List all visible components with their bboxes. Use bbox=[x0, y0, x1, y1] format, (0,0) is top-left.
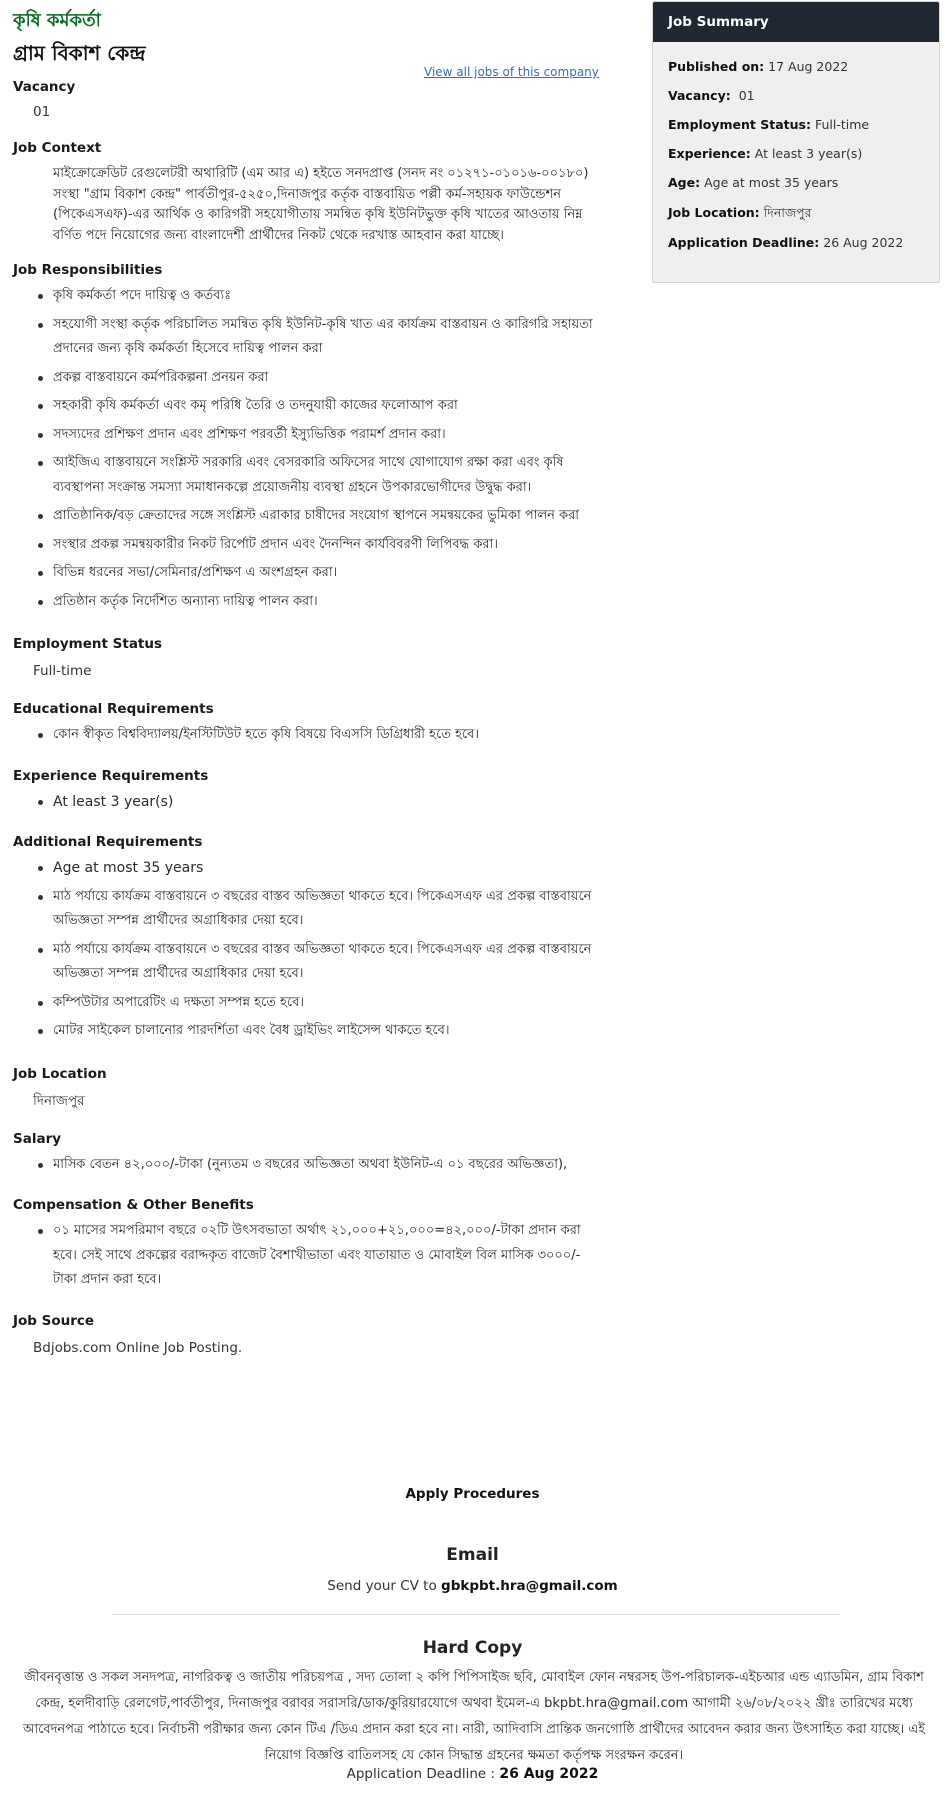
location-heading: Job Location bbox=[13, 1065, 107, 1082]
deadline-label: Application Deadline : bbox=[346, 1766, 496, 1782]
view-all-jobs-link[interactable]: View all jobs of this company bbox=[424, 65, 599, 79]
summary-age bbox=[653, 174, 939, 192]
section-divider bbox=[112, 1614, 840, 1615]
education-list bbox=[13, 723, 603, 748]
job-summary-title: Job Summary bbox=[653, 2, 939, 42]
summary-experience bbox=[653, 145, 939, 163]
vacancy-section bbox=[13, 77, 603, 122]
job-context-text: মাইক্রোক্রেডিট রেগুলেটরী অথারিটি (এম আর এ) হইতে সনদপ্রাপ্ত (সনদ নং ০১২৭১-০১০১৬-০০১৮০) সংস্থা "গ্রাম বিকাশ কেন্দ্র" পার্বতীপুর-৫২৫০,দিনাজপুর কর্তৃক বাস্তবায়িত পল্লী কর্ম-সহায়ক ফাউন্ডেশন (পিকেএসএফ)-এর আর্থিক ও কারিগরী সহযোগীতায় সমন্বিত কৃষি ইউনিটভুক্ত কৃষি খাতের আওতায় নিম্ন বর্ণিত পদে নিয়োগের জন্য বাংলাদেশী প্রার্থীদের নিকট থেকে দরখাস্ত আহবান করা যাচ্ছে। bbox=[53, 166, 589, 243]
list-item: সদস্যদের প্রশিক্ষণ প্রদান এবং প্রশিক্ষণ পরবর্তী ইস্যুভিত্তিক পরামর্শ প্রদান করা। bbox=[13, 423, 603, 448]
job-context-heading: Job Context bbox=[13, 140, 102, 156]
experience-section bbox=[13, 766, 603, 815]
apply-email: gbkpbt.hra@gmail.com bbox=[441, 1578, 618, 1594]
additional-list bbox=[13, 856, 603, 1044]
summary-label: Employment Status: bbox=[668, 117, 811, 132]
experience-list bbox=[13, 790, 603, 815]
job-details-main bbox=[13, 8, 603, 1358]
employment-status-value: Full-time bbox=[33, 663, 92, 679]
job-context-section bbox=[13, 138, 603, 246]
application-deadline bbox=[0, 1766, 945, 1782]
email-prefix: Send your CV to bbox=[327, 1578, 437, 1594]
salary-list bbox=[13, 1153, 603, 1178]
education-section bbox=[13, 699, 603, 748]
list-item: আইজিএ বাস্তবায়নে সংশ্লিস্ট সরকারি এবং বেসরকারি অফিসের সাথে যোগাযোগ রক্ষা করা এবং কৃষি ব্যবস্থাপনা সংক্রান্ত সমস্যা সমাধানকল্পে প্রয়োজনীয় ব্যবস্থা গ্রহনে উপকারভোগীদের উদ্বুদ্ধ করা। bbox=[13, 451, 603, 500]
hard-copy-heading: Hard Copy bbox=[422, 1638, 523, 1658]
vacancy-heading: Vacancy bbox=[13, 79, 76, 95]
summary-label: Age: bbox=[668, 175, 701, 190]
summary-location bbox=[653, 204, 939, 222]
benefits-section bbox=[13, 1195, 603, 1293]
list-item: At least 3 year(s) bbox=[13, 790, 603, 815]
summary-value: দিনাজপুর bbox=[763, 205, 812, 220]
summary-value: Full-time bbox=[814, 117, 870, 132]
list-item: বিভিন্ন ধরনের সভা/সেমিনার/প্রশিক্ষণ এ অংশগ্রহন করা। bbox=[13, 561, 603, 586]
summary-value: 17 Aug 2022 bbox=[768, 59, 849, 74]
job-summary-panel bbox=[652, 1, 940, 283]
summary-label: Job Location: bbox=[668, 205, 760, 220]
summary-label: Experience: bbox=[668, 146, 751, 161]
email-instruction bbox=[0, 1578, 945, 1594]
list-item: মাসিক বেতন ৪২,০০০/-টাকা (নুন্যতম ৩ বছরের অভিজ্ঞতা অথবা ইউনিট-এ ০১ বছরের অভিজ্ঞতা), bbox=[13, 1153, 603, 1178]
employment-status-heading: Employment Status bbox=[13, 636, 163, 652]
summary-vacancy bbox=[653, 87, 939, 105]
summary-published bbox=[653, 58, 939, 76]
source-heading: Job Source bbox=[13, 1312, 95, 1329]
list-item: Age at most 35 years bbox=[13, 856, 603, 881]
list-item: কৃষি কর্মকর্তা পদে দায়িত্ব ও কর্তব্যঃ bbox=[13, 284, 603, 309]
summary-value: 26 Aug 2022 bbox=[823, 235, 904, 250]
education-heading: Educational Requirements bbox=[13, 701, 214, 717]
responsibilities-section bbox=[13, 260, 603, 614]
hard-copy-text: জীবনবৃত্তান্ত ও সকল সনদপত্র, নাগরিকত্ব ও জাতীয় পরিচয়পত্র , সদ্য তোলা ২ কপি পিপিসাইজ ছবি, মোবাইল ফোন নম্বরসহ উপ-পরিচালক-এইচআর এন্ড এ্যাডমিন, গ্রাম বিকাশ কেন্দ্র, হলদীবাড়ি রেলগেট,পার্বতীপুর, দিনাজপুর বরাবর সরাসরি/ডাক/কুরিয়ারযোগে অথবা ইমেল-এ bkpbt.hra@gmail.com আগামী ২৬/০৮/২০২২ খ্রীঃ তারিখের মধ্যে আবেদনপত্র পাঠাতে হবে। নির্বাচনী পরীক্ষার জন্য কোন টিএ /ডিএ প্রদান করা হবে না। নারী, আদিবাসি প্রান্তিক জনগোষ্ঠি প্রার্থীদের আবেদন করার জন্য উৎসাহিত করা যাচ্ছে। এই নিয়োগ বিজ্ঞপ্তি বাতিলসহ যে কোন সিদ্ধান্ত গ্রহনের ক্ষমতা কর্তৃপক্ষ সংরক্ষন করেন। bbox=[22, 1670, 926, 1763]
additional-heading: Additional Requirements bbox=[13, 834, 203, 850]
location-value: দিনাজপুর bbox=[33, 1092, 85, 1109]
apply-procedures-heading: Apply Procedures bbox=[405, 1486, 540, 1502]
responsibilities-heading: Job Responsibilities bbox=[13, 262, 163, 278]
benefits-list bbox=[13, 1219, 603, 1293]
summary-label: Application Deadline: bbox=[668, 235, 820, 250]
summary-value: At least 3 year(s) bbox=[754, 146, 863, 161]
additional-section bbox=[13, 832, 603, 1044]
benefits-heading: Compensation & Other Benefits bbox=[13, 1197, 254, 1213]
salary-section bbox=[13, 1129, 603, 1178]
summary-value: 01 bbox=[738, 88, 755, 103]
list-item: প্রকল্প বাস্তবায়নে কর্মপরিকল্পনা প্রনয়ন করা bbox=[13, 366, 603, 391]
list-item: সংস্থার প্রকল্প সমন্বয়কারীর নিকট রির্পোট প্রদান এবং দৈনন্দিন কার্যবিবরণী লিপিবদ্ধ করা। bbox=[13, 533, 603, 558]
list-item: ০১ মাসের সমপরিমাণ বছরে ০২টি উৎসবভাতা অর্থাৎ ২১,০০০+২১,০০০=৪২,০০০/-টাকা প্রদান করা হবে। সেই সাথে প্রকল্পের বরাদ্দকৃত বাজেট বৈশাখীভাতা এবং যাতায়াত ও মোবাইল বিল মাসিক ৩০০০/-টাকা প্রদান করা হবে। bbox=[13, 1219, 603, 1293]
list-item: কোন স্বীকৃত বিশ্ববিদ্যালয়/ইনস্টিটিউট হতে কৃষি বিষয়ে বিএসসি ডিগ্রিধারী হতে হবে। bbox=[13, 723, 603, 748]
source-section bbox=[13, 1311, 603, 1358]
summary-employment-status bbox=[653, 116, 939, 134]
source-value: Bdjobs.com Online Job Posting. bbox=[33, 1339, 243, 1356]
list-item: প্রতিষ্ঠান কর্তৃক নির্দেশিত অন্যান্য দায়িত্ব পালন করা। bbox=[13, 590, 603, 615]
list-item: প্রাতিষ্ঠানিক/বড় ক্রেতাদের সঙ্গে সংশ্লিস্ট এরাকার চাষীদের সংযোগ স্থাপনে সমন্বয়কের ভুমিকা পালন করা bbox=[13, 504, 603, 529]
deadline-value: 26 Aug 2022 bbox=[499, 1766, 599, 1782]
vacancy-value: 01 bbox=[33, 104, 51, 120]
list-item: সহযোগী সংস্থা কর্তৃক পরিচালিত সমন্বিত কৃষি ইউনিট-কৃষি খাত এর কার্যক্রম বাস্তবায়ন ও কারিগরি সহায়তা প্রদানের জন্য কৃষি কর্মকর্তা হিসেবে দায়িত্ব পালন করা bbox=[13, 313, 603, 362]
list-item: মোটর সাইকেল চালানোর পারদর্শিতা এবং বৈধ ড্রাইভিং লাইসেন্স থাকতে হবে। bbox=[13, 1019, 603, 1044]
list-item: মাঠ পর্যায়ে কার্যক্রম বাস্তবায়নে ৩ বছরের বাস্তব অভিজ্ঞতা থাকতে হবে। পিকেএসএফ এর প্রকল্প বাস্তবায়নে অভিজ্ঞতা সম্পন্ন প্রার্থীদের অগ্রাধিকার দেয়া হবে। bbox=[13, 938, 603, 987]
summary-value: Age at most 35 years bbox=[704, 175, 839, 190]
list-item: কম্পিউটার অপারেটিং এ দক্ষতা সম্পন্ন হতে হবে। bbox=[13, 991, 603, 1016]
summary-deadline bbox=[653, 234, 939, 252]
responsibilities-list bbox=[13, 284, 603, 614]
employment-status-section bbox=[13, 634, 603, 681]
list-item: সহকারী কৃষি কর্মকর্তা এবং কমৃ পরিধি তৈরি ও তদনুযায়ী কাজের ফলোআপ করা bbox=[13, 394, 603, 419]
summary-label: Vacancy: bbox=[668, 88, 731, 103]
summary-label: Published on: bbox=[668, 59, 765, 74]
experience-heading: Experience Requirements bbox=[13, 767, 209, 784]
company-name: গ্রাম বিকাশ কেন্দ্র bbox=[13, 41, 146, 65]
email-heading: Email bbox=[446, 1545, 499, 1565]
location-section bbox=[13, 1064, 603, 1111]
job-title: কৃষি কর্মকর্তা bbox=[13, 10, 101, 31]
salary-heading: Salary bbox=[13, 1130, 62, 1147]
list-item: মাঠ পর্যায়ে কার্যক্রম বাস্তবায়নে ৩ বছরের বাস্তব অভিজ্ঞতা থাকতে হবে। পিকেএসএফ এর প্রকল্প বাস্তবায়নে অভিজ্ঞতা সম্পন্ন প্রার্থীদের অগ্রাধিকার দেয়া হবে। bbox=[13, 885, 603, 934]
